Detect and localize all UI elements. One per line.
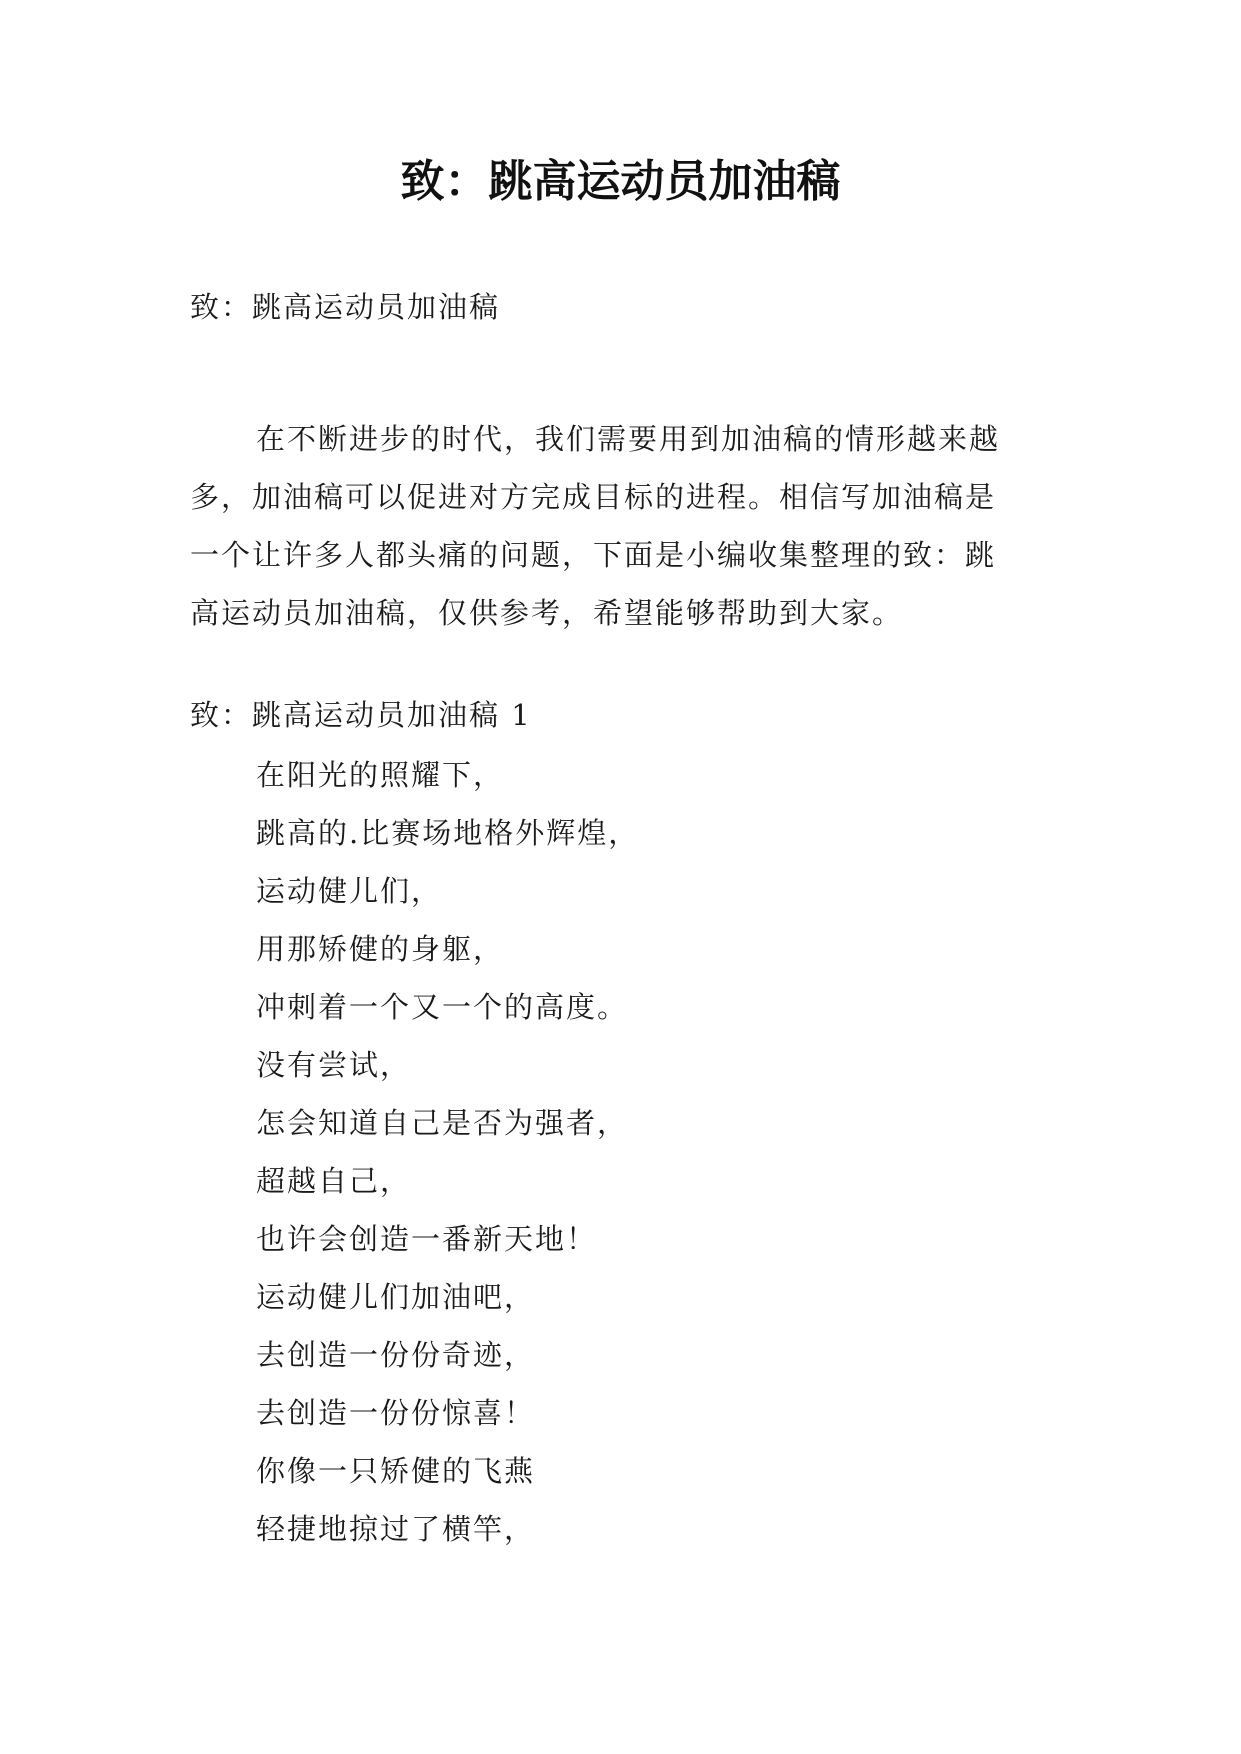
intro-line: 一个让许多人都头痛的问题，下面是小编收集整理的致：跳: [190, 538, 997, 572]
document-title: 致：跳高运动员加油稿: [400, 156, 841, 207]
poem-line: 轻捷地掠过了横竿，: [256, 1512, 536, 1546]
poem-line: 超越自己，: [256, 1164, 412, 1198]
poem-line: 在阳光的照耀下，: [256, 758, 505, 792]
intro-line: 高运动员加油稿，仅供参考，希望能够帮助到大家。: [190, 596, 904, 630]
poem-line: 运动健儿们，: [256, 874, 443, 908]
poem-line: 用那矫健的身躯，: [256, 932, 505, 966]
poem-line: 怎会知道自己是否为强者，: [256, 1106, 629, 1140]
poem-line: 没有尝试，: [256, 1048, 412, 1082]
poem-line: 跳高的.比赛场地格外辉煌，: [256, 816, 640, 850]
poem: [256, 755, 1056, 1567]
poem-line: 去创造一份份惊喜！: [256, 1396, 536, 1430]
poem-line: 冲刺着一个又一个的高度。: [256, 990, 629, 1024]
intro-line: 多，加油稿可以促进对方完成目标的进程。相信写加油稿是: [190, 480, 997, 514]
intro-paragraph: [190, 410, 1060, 642]
poem-line: 去创造一份份奇迹，: [256, 1338, 536, 1372]
section-heading: 致：跳高运动员加油稿 1: [190, 698, 532, 732]
document-subtitle: 致：跳高运动员加油稿: [190, 290, 501, 324]
document-body: [190, 287, 1060, 1546]
poem-line: 运动健儿们加油吧，: [256, 1280, 536, 1314]
poem-line: 你像一只矫健的飞燕: [256, 1454, 536, 1488]
poem-line: 也许会创造一番新天地！: [256, 1222, 598, 1256]
intro-line: 在不断进步的时代，我们需要用到加油稿的情形越来越: [256, 422, 1001, 456]
